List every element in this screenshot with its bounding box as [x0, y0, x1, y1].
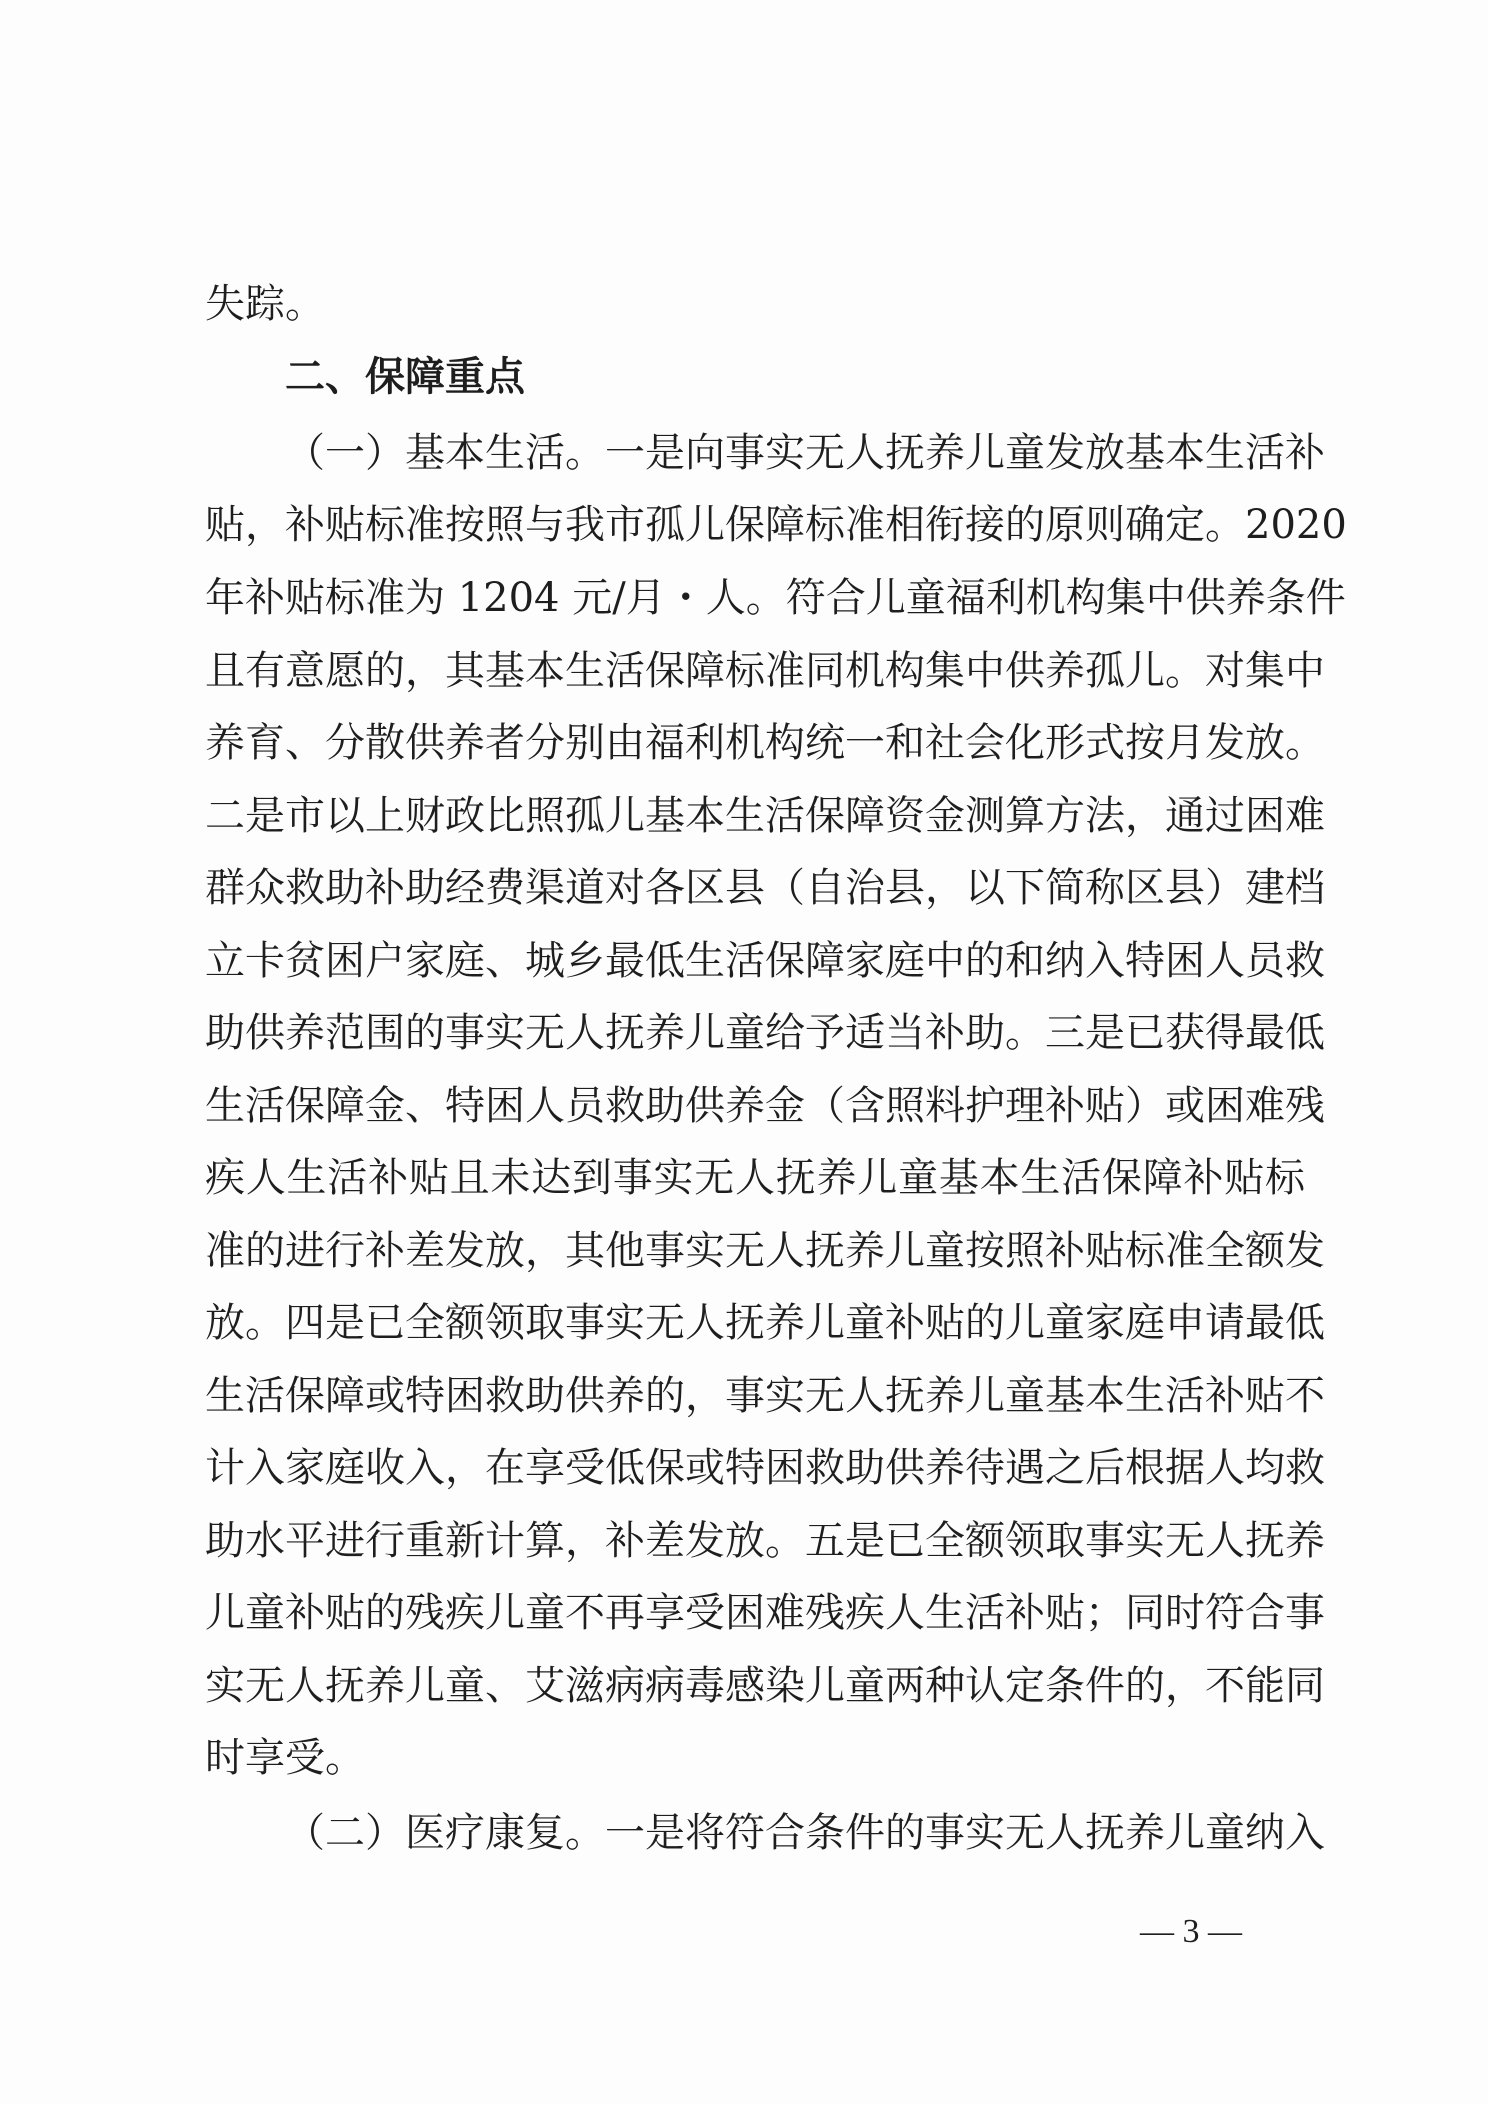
- paragraph-line: 助水平进行重新计算，补差发放。五是已全额领取事实无人抚养: [205, 1518, 1325, 1564]
- paragraph-line: 年补贴标准为 1204 元/月・人。符合儿童福利机构集中供养条件: [205, 575, 1346, 621]
- page-number: — 3 —: [1140, 1913, 1242, 1950]
- paragraph-line: 疾人生活补贴且未达到事实无人抚养儿童基本生活保障补贴标: [205, 1155, 1305, 1201]
- paragraph-line: 时享受。: [205, 1735, 365, 1781]
- paragraph-line: 儿童补贴的残疾儿童不再享受困难残疾人生活补贴；同时符合事: [205, 1590, 1325, 1636]
- paragraph-line: 贴，补贴标准按照与我市孤儿保障标准相衔接的原则确定。2020: [205, 502, 1347, 548]
- paragraph-line: 生活保障或特困救助供养的，事实无人抚养儿童基本生活补贴不: [205, 1373, 1325, 1419]
- paragraph-line: 失踪。: [205, 281, 325, 327]
- paragraph-line: （二）医疗康复。一是将符合条件的事实无人抚养儿童纳入: [285, 1810, 1325, 1856]
- paragraph-line: 群众救助补助经费渠道对各区县（自治县，以下简称区县）建档: [205, 865, 1325, 911]
- paragraph-line: 二是市以上财政比照孤儿基本生活保障资金测算方法，通过困难: [205, 793, 1325, 839]
- paragraph-line: 准的进行补差发放，其他事实无人抚养儿童按照补贴标准全额发: [205, 1228, 1325, 1274]
- paragraph-line: 且有意愿的，其基本生活保障标准同机构集中供养孤儿。对集中: [205, 648, 1325, 694]
- section-heading: 二、保障重点: [285, 354, 525, 400]
- paragraph-line: 计入家庭收入，在享受低保或特困救助供养待遇之后根据人均救: [205, 1445, 1325, 1491]
- paragraph-line: 立卡贫困户家庭、城乡最低生活保障家庭中的和纳入特困人员救: [205, 938, 1325, 984]
- paragraph-line: 放。四是已全额领取事实无人抚养儿童补贴的儿童家庭申请最低: [205, 1300, 1325, 1346]
- paragraph-line: 养育、分散供养者分别由福利机构统一和社会化形式按月发放。: [205, 720, 1325, 766]
- paragraph-line: 生活保障金、特困人员救助供养金（含照料护理补贴）或困难残: [205, 1083, 1325, 1129]
- paragraph-line: 实无人抚养儿童、艾滋病病毒感染儿童两种认定条件的，不能同: [205, 1663, 1325, 1709]
- paragraph-line: （一）基本生活。一是向事实无人抚养儿童发放基本生活补: [285, 430, 1325, 476]
- paragraph-line: 助供养范围的事实无人抚养儿童给予适当补助。三是已获得最低: [205, 1010, 1325, 1056]
